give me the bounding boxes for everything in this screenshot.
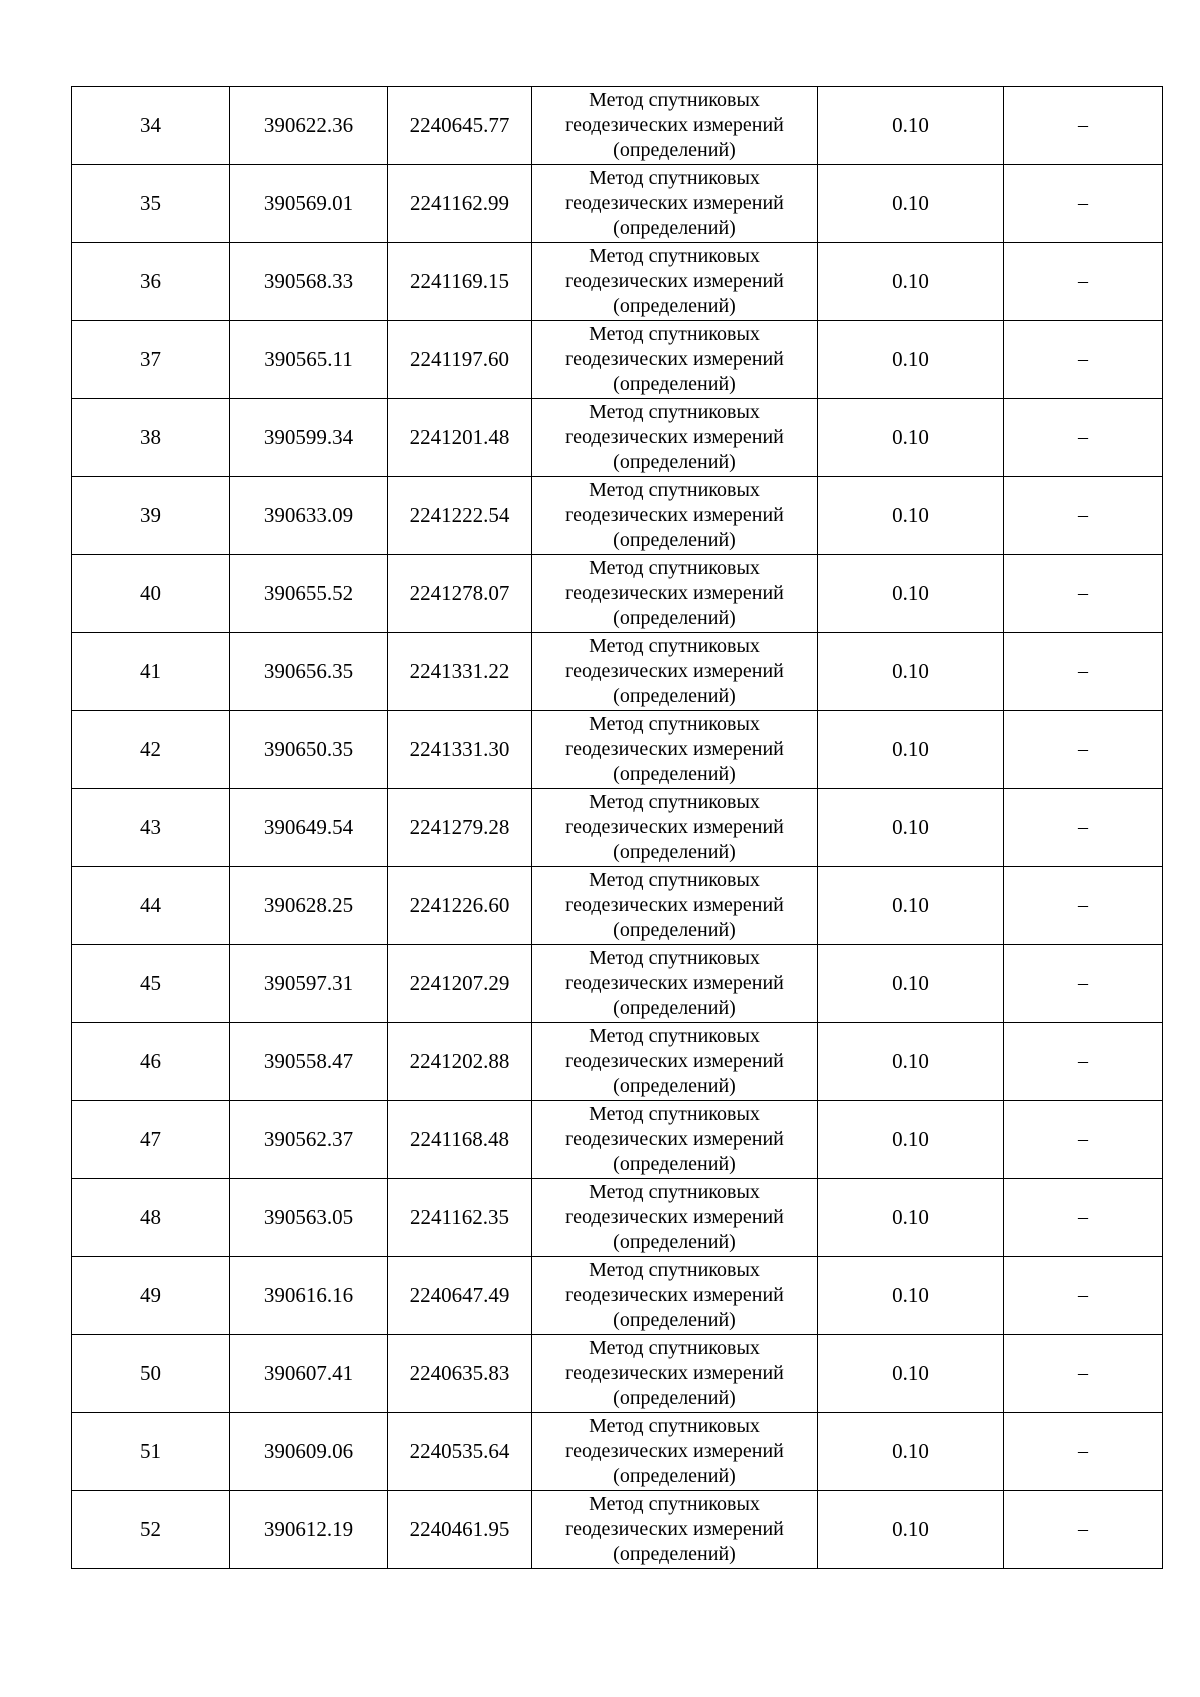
method-cell: Метод спутниковых геодезических измерений (определений): [532, 1491, 818, 1569]
accuracy-cell: 0.10: [818, 945, 1004, 1023]
y-coordinate-cell: 2240535.64: [388, 1413, 532, 1491]
table-row: [72, 321, 1163, 399]
x-coordinate-cell: 390607.41: [230, 1335, 388, 1413]
point-number-cell: 44: [72, 867, 230, 945]
accuracy-cell: 0.10: [818, 165, 1004, 243]
note-cell: –: [1004, 711, 1163, 789]
table-row: [72, 165, 1163, 243]
accuracy-cell: 0.10: [818, 1335, 1004, 1413]
table-row: [72, 87, 1163, 165]
point-number-cell: 51: [72, 1413, 230, 1491]
table-row: [72, 1101, 1163, 1179]
table-row: [72, 1179, 1163, 1257]
accuracy-cell: 0.10: [818, 1413, 1004, 1491]
point-number-cell: 43: [72, 789, 230, 867]
note-cell: –: [1004, 87, 1163, 165]
x-coordinate-cell: 390568.33: [230, 243, 388, 321]
table-row: [72, 477, 1163, 555]
table-row: [72, 1257, 1163, 1335]
x-coordinate-cell: 390597.31: [230, 945, 388, 1023]
method-cell: Метод спутниковых геодезических измерений (определений): [532, 945, 818, 1023]
point-number-cell: 50: [72, 1335, 230, 1413]
coordinates-table: [71, 86, 1163, 1569]
table-row: [72, 555, 1163, 633]
table-row: [72, 399, 1163, 477]
method-cell: Метод спутниковых геодезических измерений (определений): [532, 633, 818, 711]
accuracy-cell: 0.10: [818, 1101, 1004, 1179]
point-number-cell: 37: [72, 321, 230, 399]
y-coordinate-cell: 2241278.07: [388, 555, 532, 633]
x-coordinate-cell: 390558.47: [230, 1023, 388, 1101]
point-number-cell: 39: [72, 477, 230, 555]
method-cell: Метод спутниковых геодезических измерений (определений): [532, 477, 818, 555]
table-row: [72, 789, 1163, 867]
accuracy-cell: 0.10: [818, 555, 1004, 633]
y-coordinate-cell: 2241169.15: [388, 243, 532, 321]
point-number-cell: 52: [72, 1491, 230, 1569]
accuracy-cell: 0.10: [818, 789, 1004, 867]
table-row: [72, 867, 1163, 945]
note-cell: –: [1004, 1335, 1163, 1413]
point-number-cell: 40: [72, 555, 230, 633]
point-number-cell: 49: [72, 1257, 230, 1335]
y-coordinate-cell: 2241197.60: [388, 321, 532, 399]
accuracy-cell: 0.10: [818, 243, 1004, 321]
table-row: [72, 945, 1163, 1023]
y-coordinate-cell: 2241162.99: [388, 165, 532, 243]
note-cell: –: [1004, 1023, 1163, 1101]
note-cell: –: [1004, 867, 1163, 945]
table-row: [72, 633, 1163, 711]
note-cell: –: [1004, 789, 1163, 867]
method-cell: Метод спутниковых геодезических измерений (определений): [532, 321, 818, 399]
table-row: [72, 1335, 1163, 1413]
method-cell: Метод спутниковых геодезических измерений (определений): [532, 1179, 818, 1257]
accuracy-cell: 0.10: [818, 1491, 1004, 1569]
method-cell: Метод спутниковых геодезических измерений (определений): [532, 711, 818, 789]
table-row: [72, 1491, 1163, 1569]
x-coordinate-cell: 390569.01: [230, 165, 388, 243]
method-cell: Метод спутниковых геодезических измерений (определений): [532, 1023, 818, 1101]
note-cell: –: [1004, 555, 1163, 633]
note-cell: –: [1004, 243, 1163, 321]
x-coordinate-cell: 390562.37: [230, 1101, 388, 1179]
point-number-cell: 41: [72, 633, 230, 711]
accuracy-cell: 0.10: [818, 87, 1004, 165]
note-cell: –: [1004, 165, 1163, 243]
y-coordinate-cell: 2241162.35: [388, 1179, 532, 1257]
method-cell: Метод спутниковых геодезических измерений (определений): [532, 1257, 818, 1335]
point-number-cell: 47: [72, 1101, 230, 1179]
x-coordinate-cell: 390649.54: [230, 789, 388, 867]
x-coordinate-cell: 390612.19: [230, 1491, 388, 1569]
note-cell: –: [1004, 1413, 1163, 1491]
y-coordinate-cell: 2241222.54: [388, 477, 532, 555]
x-coordinate-cell: 390633.09: [230, 477, 388, 555]
y-coordinate-cell: 2240635.83: [388, 1335, 532, 1413]
x-coordinate-cell: 390628.25: [230, 867, 388, 945]
accuracy-cell: 0.10: [818, 1179, 1004, 1257]
method-cell: Метод спутниковых геодезических измерений (определений): [532, 1413, 818, 1491]
x-coordinate-cell: 390565.11: [230, 321, 388, 399]
x-coordinate-cell: 390609.06: [230, 1413, 388, 1491]
accuracy-cell: 0.10: [818, 867, 1004, 945]
point-number-cell: 48: [72, 1179, 230, 1257]
x-coordinate-cell: 390563.05: [230, 1179, 388, 1257]
y-coordinate-cell: 2241279.28: [388, 789, 532, 867]
note-cell: –: [1004, 1101, 1163, 1179]
note-cell: –: [1004, 477, 1163, 555]
method-cell: Метод спутниковых геодезических измерений (определений): [532, 1335, 818, 1413]
x-coordinate-cell: 390616.16: [230, 1257, 388, 1335]
point-number-cell: 38: [72, 399, 230, 477]
accuracy-cell: 0.10: [818, 1023, 1004, 1101]
accuracy-cell: 0.10: [818, 1257, 1004, 1335]
method-cell: Метод спутниковых геодезических измерений (определений): [532, 87, 818, 165]
y-coordinate-cell: 2241202.88: [388, 1023, 532, 1101]
y-coordinate-cell: 2241207.29: [388, 945, 532, 1023]
point-number-cell: 46: [72, 1023, 230, 1101]
x-coordinate-cell: 390655.52: [230, 555, 388, 633]
point-number-cell: 34: [72, 87, 230, 165]
y-coordinate-cell: 2240461.95: [388, 1491, 532, 1569]
method-cell: Метод спутниковых геодезических измерений (определений): [532, 789, 818, 867]
accuracy-cell: 0.10: [818, 711, 1004, 789]
x-coordinate-cell: 390650.35: [230, 711, 388, 789]
note-cell: –: [1004, 945, 1163, 1023]
point-number-cell: 35: [72, 165, 230, 243]
table-row: [72, 243, 1163, 321]
y-coordinate-cell: 2241168.48: [388, 1101, 532, 1179]
coordinates-table-body: [72, 87, 1163, 1569]
point-number-cell: 36: [72, 243, 230, 321]
y-coordinate-cell: 2241201.48: [388, 399, 532, 477]
point-number-cell: 45: [72, 945, 230, 1023]
y-coordinate-cell: 2240647.49: [388, 1257, 532, 1335]
y-coordinate-cell: 2241331.30: [388, 711, 532, 789]
accuracy-cell: 0.10: [818, 321, 1004, 399]
y-coordinate-cell: 2241331.22: [388, 633, 532, 711]
method-cell: Метод спутниковых геодезических измерений (определений): [532, 1101, 818, 1179]
y-coordinate-cell: 2240645.77: [388, 87, 532, 165]
note-cell: –: [1004, 1491, 1163, 1569]
note-cell: –: [1004, 1257, 1163, 1335]
note-cell: –: [1004, 1179, 1163, 1257]
x-coordinate-cell: 390656.35: [230, 633, 388, 711]
method-cell: Метод спутниковых геодезических измерений (определений): [532, 555, 818, 633]
accuracy-cell: 0.10: [818, 399, 1004, 477]
table-row: [72, 1023, 1163, 1101]
method-cell: Метод спутниковых геодезических измерений (определений): [532, 867, 818, 945]
note-cell: –: [1004, 633, 1163, 711]
table-row: [72, 711, 1163, 789]
accuracy-cell: 0.10: [818, 633, 1004, 711]
note-cell: –: [1004, 399, 1163, 477]
method-cell: Метод спутниковых геодезических измерений (определений): [532, 399, 818, 477]
accuracy-cell: 0.10: [818, 477, 1004, 555]
y-coordinate-cell: 2241226.60: [388, 867, 532, 945]
method-cell: Метод спутниковых геодезических измерений (определений): [532, 243, 818, 321]
method-cell: Метод спутниковых геодезических измерений (определений): [532, 165, 818, 243]
x-coordinate-cell: 390622.36: [230, 87, 388, 165]
point-number-cell: 42: [72, 711, 230, 789]
x-coordinate-cell: 390599.34: [230, 399, 388, 477]
table-row: [72, 1413, 1163, 1491]
note-cell: –: [1004, 321, 1163, 399]
